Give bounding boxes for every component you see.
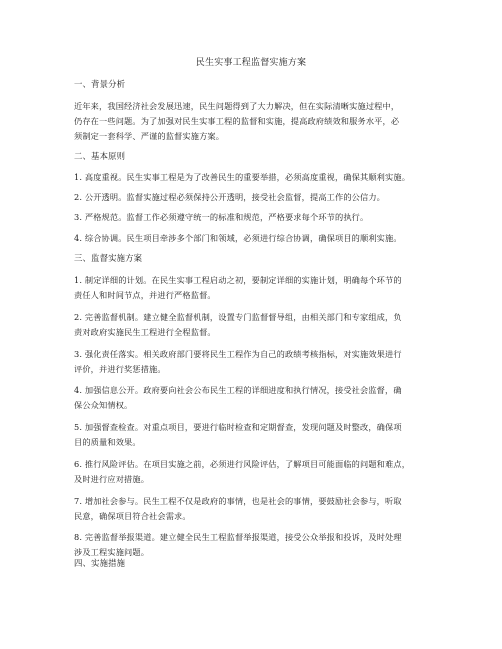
section-heading: 四、实施措施 (74, 558, 126, 568)
paragraph: 6. 推行风险评估。在项目实施之前，必须进行风险评估，了解项目可能面临的问题和难点， 及时进行应对措施。 (74, 459, 411, 484)
paragraph: 4. 综合协调。民生项目牵涉多个部门和领域，必须进行综合协调，确保项目的顺利实施。 (74, 233, 402, 243)
paragraph: 3. 强化责任落实。相关政府部门要将民生工程作为自己的政绩考核指标，对实施效果进行 评价，并进行奖惩措施。 (74, 349, 402, 374)
paragraph: 1. 高度重视。民生实事工程是为了改善民生的重要举措，必须高度重视，确保其顺利实施。 (74, 172, 411, 182)
paragraph: 2. 完善监督机制。建立健全监督机制，设置专门监督督导组，由相关部门和专家组成，负 责对政府实施民生工程进行全程监督。 (74, 312, 402, 337)
paragraph: 5. 加强督查检查。对重点项目，要进行临时检查和定期督查，发现问题及时整改，确保项 目的质量和效果。 (74, 422, 402, 447)
paragraph: 8. 完善监督举报渠道。建立健全民生工程监督举报渠道，接受公众举报和投诉，及时处理 涉及工程实施问题。 (74, 532, 402, 557)
paragraph: 7. 增加社会参与。民生工程不仅是政府的事情，也是社会的事情，要鼓励社会参与，听取 民意，确保项目符合社会需求。 (74, 496, 402, 521)
section-heading: 三、监督实施方案 (74, 253, 143, 263)
section-heading: 一、背景分析 (74, 79, 126, 89)
paragraph: 4. 加强信息公开。政府要向社会公布民生工程的详细进度和执行情况，接受社会监督，确 保公众知情权。 (74, 385, 402, 410)
paragraph: 3. 严格规范。监督工作必须遵守统一的标准和规范，严格要求每个环节的执行。 (74, 212, 369, 222)
paragraph: 近年来，我国经济社会发展迅速，民生问题得到了大力解决，但在实际清晰实施过程中， 仍存在一些问题。为了加强对民生实事工程的监督和实施，提高政府绩效和服务水平，必 须制定一套科学、严谨的监督实施方案。 (74, 101, 400, 141)
paragraph: 2. 公开透明。监督实施过程必须保持公开透明，接受社会监督，提高工作的公信力。 (74, 192, 386, 202)
section-heading: 二、基本原则 (74, 151, 126, 161)
paragraph: 1. 制定详细的计划。在民生实事工程启动之初，要制定详细的实施计划，明确每个环节的 责任人和时间节点，并进行严格监督。 (74, 275, 402, 300)
document-title: 民生实事工程监督实施方案 (195, 58, 307, 68)
